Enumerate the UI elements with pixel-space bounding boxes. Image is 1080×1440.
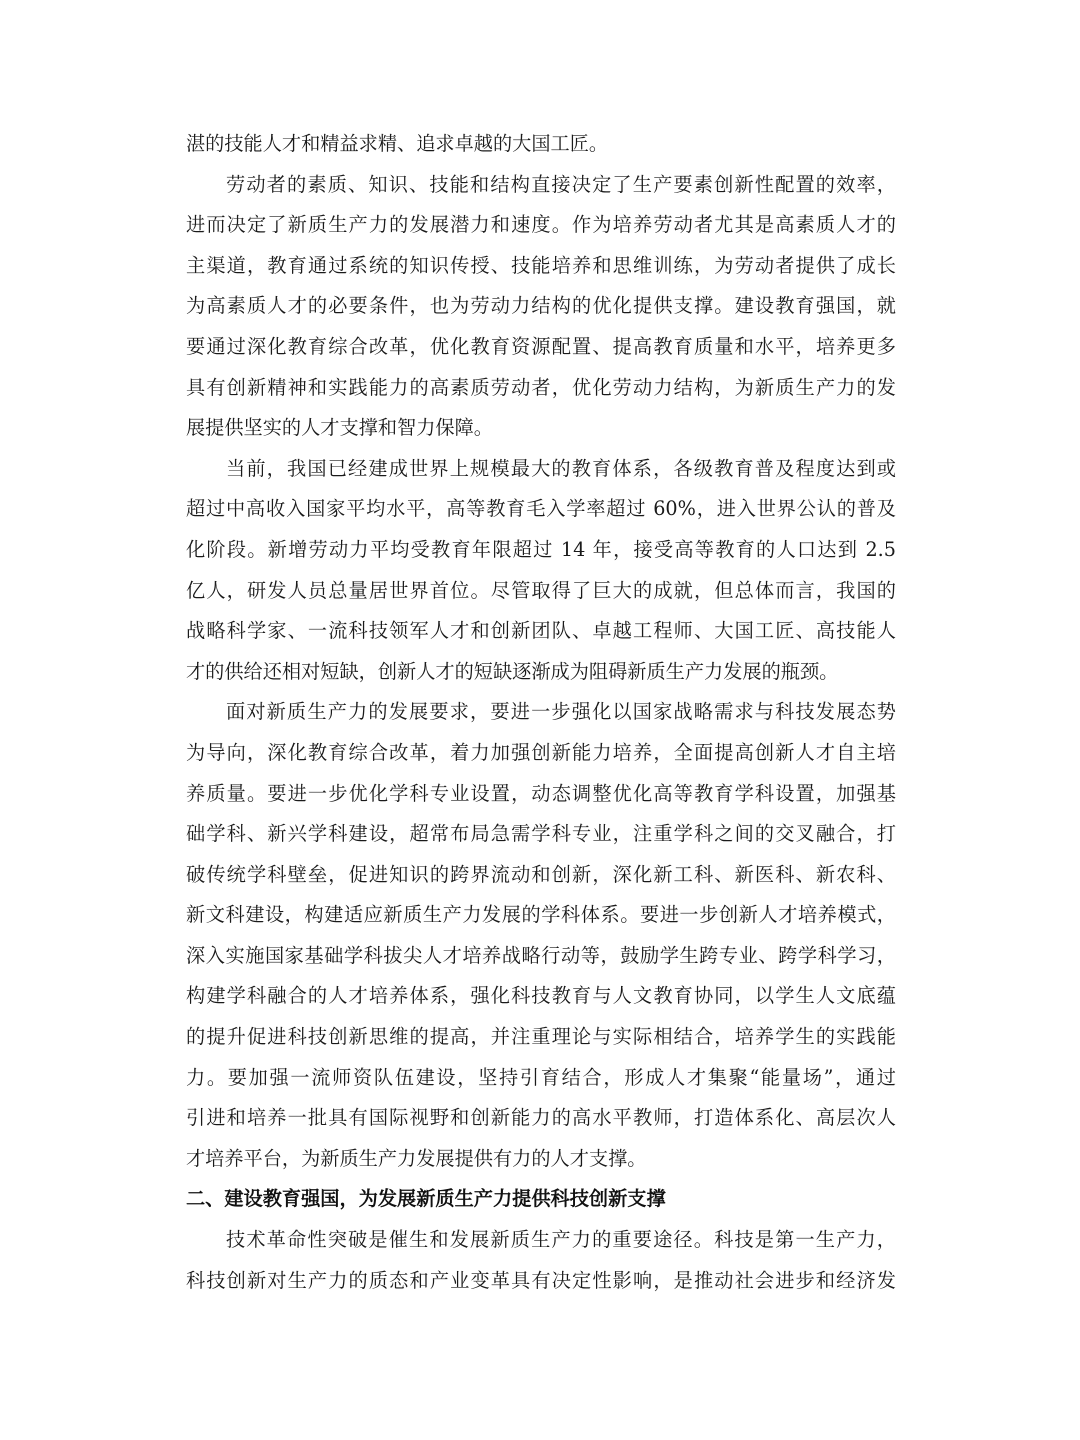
text-line: 面对新质生产力的发展要求，要进一步强化以国家战略需求与科技发展态势 <box>226 700 896 724</box>
text-line: 湛的技能人才和精益求精、追求卓越的大国工匠。 <box>186 132 609 155</box>
text-line: 力。要加强一流师资队伍建设，坚持引育结合，形成人才集聚“能量场”，通过 <box>186 1065 896 1089</box>
text-line: 为高素质人才的必要条件，也为劳动力结构的优化提供支撑。建设教育强国，就 <box>186 294 896 318</box>
paragraph <box>186 165 896 449</box>
text-line: 技术革命性突破是催生和发展新质生产力的重要途径。科技是第一生产力， <box>226 1228 896 1252</box>
text-line: 劳动者的素质、知识、技能和结构直接决定了生产要素创新性配置的效率， <box>226 172 896 196</box>
text-line: 新文科建设，构建适应新质生产力发展的学科体系。要进一步创新人才培养模式， <box>186 903 896 927</box>
text-line: 亿人，研发人员总量居世界首位。尽管取得了巨大的成就，但总体而言，我国的 <box>186 578 896 602</box>
text-line: 化阶段。新增劳动力平均受教育年限超过 14 年，接受高等教育的人口达到 2.5 <box>186 537 896 561</box>
text-line: 展提供坚实的人才支撑和智力保障。 <box>186 416 493 440</box>
text-line: 具有创新精神和实践能力的高素质劳动者，优化劳动力结构，为新质生产力的发 <box>186 375 896 399</box>
text-line: 构建学科融合的人才培养体系，强化科技教育与人文教育协同，以学生人文底蕴 <box>186 984 896 1008</box>
document-body <box>186 124 896 1301</box>
text-line: 科技创新对生产力的质态和产业变革具有决定性影响，是推动社会进步和经济发 <box>186 1268 896 1292</box>
paragraph <box>186 124 896 165</box>
text-line: 深入实施国家基础学科拔尖人才培养战略行动等，鼓励学生跨专业、跨学科学习， <box>186 943 896 967</box>
text-line: 为导向，深化教育综合改革，着力加强创新能力培养，全面提高创新人才自主培 <box>186 740 896 764</box>
text-line: 当前，我国已经建成世界上规模最大的教育体系，各级教育普及程度达到或 <box>226 456 896 480</box>
text-line: 础学科、新兴学科建设，超常布局急需学科专业，注重学科之间的交叉融合，打 <box>186 822 896 846</box>
paragraph <box>186 692 896 1179</box>
section-heading: 二、建设教育强国，为发展新质生产力提供科技创新支撑 <box>186 1187 666 1211</box>
text-line: 破传统学科壁垒，促进知识的跨界流动和创新，深化新工科、新医科、新农科、 <box>186 862 896 886</box>
text-line: 的提升促进科技创新思维的提高，并注重理论与实际相结合，培养学生的实践能 <box>186 1025 896 1049</box>
text-line: 引进和培养一批具有国际视野和创新能力的高水平教师，打造体系化、高层次人 <box>186 1106 896 1130</box>
text-line: 进而决定了新质生产力的发展潜力和速度。作为培养劳动者尤其是高素质人才的 <box>186 213 896 237</box>
text-line: 养质量。要进一步优化学科专业设置，动态调整优化高等教育学科设置，加强基 <box>186 781 896 805</box>
paragraph <box>186 1220 896 1301</box>
text-line: 要通过深化教育综合改革，优化教育资源配置、提高教育质量和水平，培养更多 <box>186 334 896 358</box>
text-line: 超过中高收入国家平均水平，高等教育毛入学率超过 60%，进入世界公认的普及 <box>186 497 896 521</box>
text-line: 战略科学家、一流科技领军人才和创新团队、卓越工程师、大国工匠、高技能人 <box>186 619 896 643</box>
text-line: 才的供给还相对短缺，创新人才的短缺逐渐成为阻碍新质生产力发展的瓶颈。 <box>186 659 839 683</box>
text-line: 才培养平台，为新质生产力发展提供有力的人才支撑。 <box>186 1146 647 1170</box>
text-line: 主渠道，教育通过系统的知识传授、技能培养和思维训练，为劳动者提供了成长 <box>186 253 896 277</box>
paragraph <box>186 449 896 693</box>
